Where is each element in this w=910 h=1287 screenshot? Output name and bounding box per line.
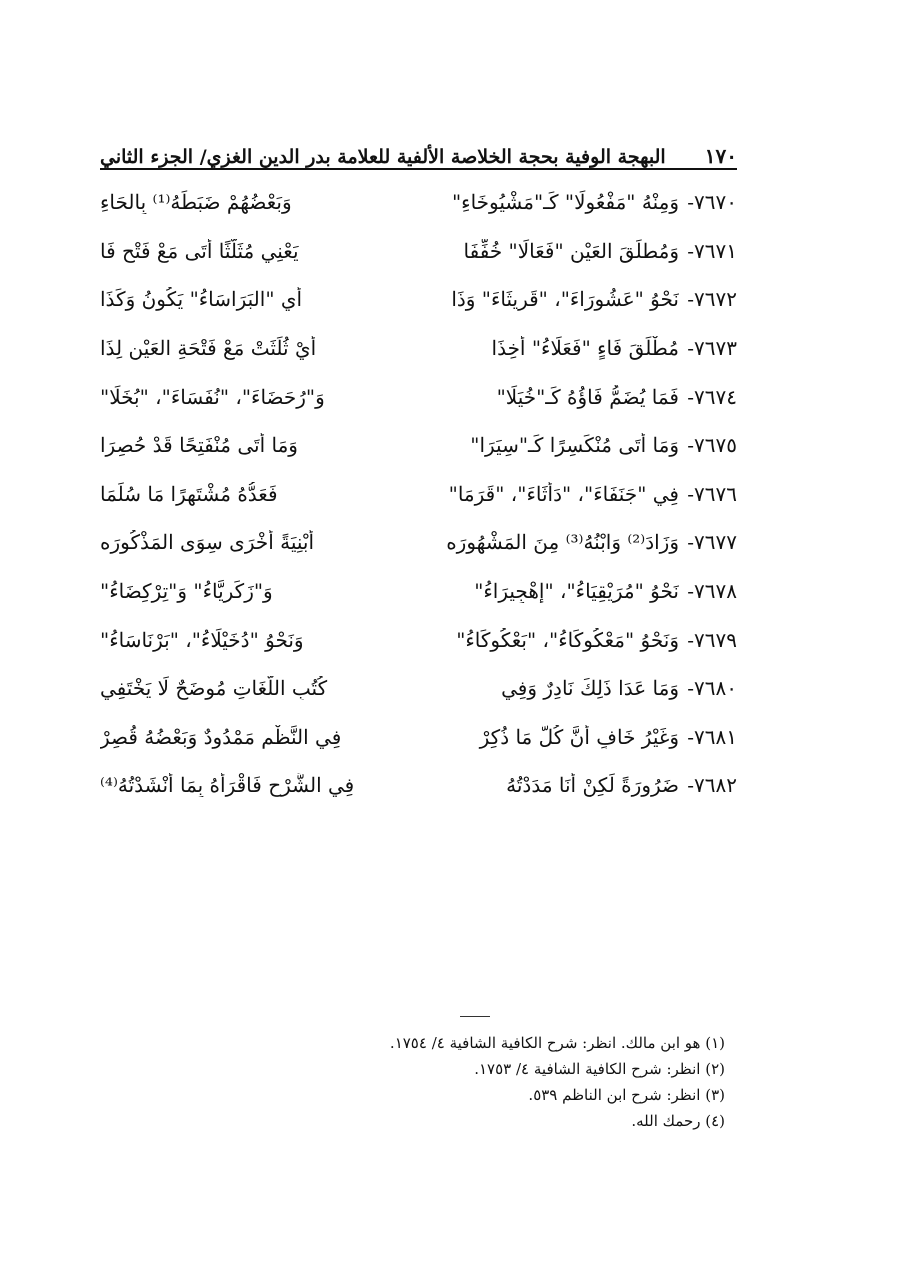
- verse-line: [100, 761, 737, 810]
- verse-first-hemistich: وَمَا عَدَا ذَلِكَ نَادِرٌ وَفِي: [501, 676, 679, 701]
- verse-first-hemistich: وَنَحْوُ "مَعْكُوكَاءُ"، "بَعْكُوكَاءُ": [456, 627, 679, 652]
- verse-first-hemistich: ضَرُورَةً لَكِنْ أَنَا مَدَدْتُهُ: [506, 773, 679, 798]
- verse-second-hemistich: كُتُبِ اللُّغَاتِ مُوضَحٌ لَا يَخْتَفِي: [100, 676, 328, 701]
- verse-line: [100, 664, 737, 713]
- verse-line: [100, 518, 737, 567]
- verse-number: ٧٦٧٧-: [687, 530, 737, 555]
- verse-second-hemistich: وَنَحْوُ "دُخَيْلَاءُ"، "بَرْنَاسَاءُ": [100, 627, 304, 652]
- verse-line: [100, 615, 737, 664]
- verse-first-hemistich: فِي "جَنَفَاءَ"، "دَأَثَاءَ"، "قَرَمَا": [448, 481, 679, 506]
- verse-number: ٧٦٨٠-: [687, 676, 737, 701]
- verse-second-hemistich: وَ"رُحَضَاءَ"، "نُفَسَاءَ"، "بُخَلَا": [100, 384, 325, 409]
- verse-line: [100, 227, 737, 276]
- verse-second-hemistich: أَبْنِيَةً أُخْرَى سِوَى المَذْكُورَه: [100, 530, 315, 555]
- verse-second-hemistich: وَبَعْضُهُمْ ضَبَطَهُ⁽¹⁾ بِالحَاءِ: [100, 190, 292, 215]
- verse-number: ٧٦٨١-: [687, 724, 737, 749]
- verse-number: ٧٦٧٦-: [687, 481, 737, 506]
- verse-second-hemistich: فِي النَّظْمِ مَمْدُودٌ وَبَعْضُهُ قُصِرْ: [100, 724, 342, 749]
- verse-second-hemistich: أَيِ "البَرَاسَاءُ" يَكُونُ وَكَذَا: [100, 287, 303, 312]
- footnote: (٢) انظر: شرح الكافية الشافية ٤/ ١٧٥٣.: [474, 1060, 725, 1078]
- verse-second-hemistich: يَعْنِي مُثَلَّثًا أَتَى مَعْ فَتْحِ فَا: [100, 238, 299, 263]
- verse-first-hemistich: نَحْوُ "مُرَيْقِيَاءُ"، "إِهْجِيرَاءُ": [474, 579, 679, 604]
- verse-list: [100, 178, 737, 810]
- page-number: ١٧٠: [704, 144, 737, 168]
- header-rule: [100, 168, 737, 170]
- footnote-separator: [460, 1016, 490, 1017]
- verse-first-hemistich: مُطْلَقَ فَاءٍ "فَعَلَاءُ" أُخِذَا: [491, 336, 679, 361]
- verse-second-hemistich: فَعَدُّهُ مُشْتَهِرًا مَا سُلِّمَا: [100, 481, 278, 506]
- footnote: (١) هو ابن مالك. انظر: شرح الكافية الشافية ٤/ ١٧٥٤.: [389, 1034, 725, 1052]
- verse-line: [100, 470, 737, 519]
- verse-second-hemistich: وَمَا أَتَى مُنْفَتِحًا قَدْ حُصِرَا: [100, 433, 298, 458]
- verse-number: ٧٦٧٢-: [687, 287, 737, 312]
- footnote: (٤) رحمك الله.: [631, 1112, 725, 1130]
- running-header: [100, 130, 737, 168]
- verse-first-hemistich: وَزَادَ⁽²⁾ وَابْنُهُ⁽³⁾ مِنَ المَشْهُورَه: [446, 530, 679, 555]
- verse-number: ٧٦٧٥-: [687, 433, 737, 458]
- verse-second-hemistich: أَيْ ثُلِّثَتْ مَعْ فَتْحَةِ العَيْنِ لِذَا: [100, 336, 317, 361]
- verse-first-hemistich: وَمِنْهُ "مَفْعُولَا" كَـ"مَشْيُوخَاءِ": [451, 190, 679, 215]
- verse-line: [100, 421, 737, 470]
- verse-second-hemistich: فِي الشَّرْحِ فَاقْرَأْهُ بِمَا أَنْشَدْتُهُ⁽⁴⁾: [100, 773, 355, 798]
- verse-number: ٧٦٧٩-: [687, 627, 737, 652]
- verse-number: ٧٦٧١-: [687, 238, 737, 263]
- verse-first-hemistich: وَمَا أَتَى مُنْكَسِرًا كَـ"سِيَرَا": [470, 433, 679, 458]
- verse-line: [100, 372, 737, 421]
- verse-line: [100, 567, 737, 616]
- verse-first-hemistich: فَمَا يُضَمُّ فَاؤُهُ كَـ"خُيَلَا": [496, 384, 679, 409]
- verse-second-hemistich: وَ"زَكَرِيَّاءُ" وَ"تِرْكِضَاءُ": [100, 579, 273, 604]
- verse-number: ٧٦٧٤-: [687, 384, 737, 409]
- footnotes: [300, 1030, 725, 1134]
- verse-line: [100, 324, 737, 373]
- footnote: (٣) انظر: شرح ابن الناظم ٥٣٩.: [528, 1086, 725, 1104]
- verse-line: [100, 713, 737, 762]
- verse-line: [100, 178, 737, 227]
- verse-line: [100, 275, 737, 324]
- running-title: البهجة الوفية بحجة الخلاصة الألفية للعلامة بدر الدين الغزي/ الجزء الثاني: [100, 146, 666, 168]
- verse-number: ٧٦٧٨-: [687, 579, 737, 604]
- verse-first-hemistich: وَمُطلَقَ العَيْنِ "فَعَالَا" خُفِّفَا: [463, 238, 679, 263]
- verse-number: ٧٦٨٢-: [687, 773, 737, 798]
- verse-first-hemistich: وَغَيْرُ خَافٍ أَنَّ كُلَّ مَا ذُكِرْ: [479, 724, 679, 749]
- verse-number: ٧٦٧٣-: [687, 336, 737, 361]
- verse-number: ٧٦٧٠-: [687, 190, 737, 215]
- verse-first-hemistich: نَحْوُ "عَشُورَاءَ"، "قَرِيثَاءَ" وَذَا: [451, 287, 679, 312]
